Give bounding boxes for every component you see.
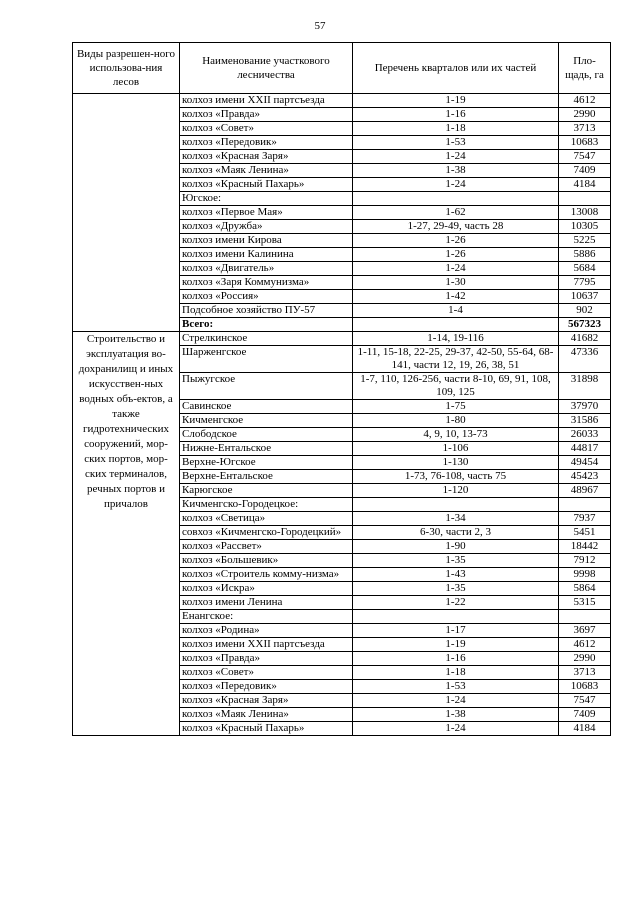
table-body bbox=[73, 94, 611, 736]
area-cell: 10305 bbox=[559, 220, 611, 234]
forestry-name-cell: колхоз «Первое Мая» bbox=[180, 206, 353, 220]
forestry-name-cell: колхоз «Передовик» bbox=[180, 136, 353, 150]
forestry-name-cell: колхоз «Дружба» bbox=[180, 220, 353, 234]
quarters-cell: 1-14, 19-116 bbox=[353, 332, 559, 346]
forestry-name-cell: колхоз «Красный Пахарь» bbox=[180, 722, 353, 736]
area-cell: 567323 bbox=[559, 318, 611, 332]
area-cell: 7937 bbox=[559, 512, 611, 526]
quarters-cell: 1-16 bbox=[353, 652, 559, 666]
quarters-cell: 1-4 bbox=[353, 304, 559, 318]
forestry-name-cell: Карюгское bbox=[180, 484, 353, 498]
quarters-cell bbox=[353, 498, 559, 512]
quarters-cell: 1-90 bbox=[353, 540, 559, 554]
quarters-cell: 1-42 bbox=[353, 290, 559, 304]
quarters-cell: 1-43 bbox=[353, 568, 559, 582]
table-row bbox=[73, 94, 611, 108]
header-quarters: Перечень кварталов или их частей bbox=[353, 43, 559, 94]
area-cell: 7795 bbox=[559, 276, 611, 290]
forestry-name-cell: Кичменгско-Городецкое: bbox=[180, 498, 353, 512]
area-cell: 2990 bbox=[559, 108, 611, 122]
area-cell: 4184 bbox=[559, 722, 611, 736]
quarters-cell: 1-62 bbox=[353, 206, 559, 220]
area-cell: 26033 bbox=[559, 428, 611, 442]
quarters-cell: 6-30, части 2, 3 bbox=[353, 526, 559, 540]
quarters-cell bbox=[353, 318, 559, 332]
area-cell: 4612 bbox=[559, 94, 611, 108]
header-use-type: Виды разрешен-ного использова-ния лесов bbox=[73, 43, 180, 94]
forestry-name-cell: Кичменгское bbox=[180, 414, 353, 428]
forestry-name-cell: колхоз имени Калинина bbox=[180, 248, 353, 262]
quarters-cell: 1-80 bbox=[353, 414, 559, 428]
table-header-row bbox=[73, 43, 611, 94]
area-cell: 45423 bbox=[559, 470, 611, 484]
quarters-cell: 1-24 bbox=[353, 722, 559, 736]
quarters-cell: 4, 9, 10, 13-73 bbox=[353, 428, 559, 442]
forestry-name-cell: Верхне-Ентальское bbox=[180, 470, 353, 484]
forestry-name-cell: Енангское: bbox=[180, 610, 353, 624]
quarters-cell: 1-75 bbox=[353, 400, 559, 414]
area-cell: 13008 bbox=[559, 206, 611, 220]
forestry-name-cell: колхоз «Двигатель» bbox=[180, 262, 353, 276]
forestry-name-cell: колхоз «Строитель комму-низма» bbox=[180, 568, 353, 582]
quarters-cell: 1-53 bbox=[353, 136, 559, 150]
forestry-name-cell: колхоз «Красная Заря» bbox=[180, 150, 353, 164]
forestry-name-cell: колхоз имени Кирова bbox=[180, 234, 353, 248]
area-cell: 31586 bbox=[559, 414, 611, 428]
forestry-name-cell: колхоз «Искра» bbox=[180, 582, 353, 596]
table-row bbox=[73, 332, 611, 346]
quarters-cell: 1-27, 29-49, часть 28 bbox=[353, 220, 559, 234]
forestry-name-cell: Пыжугское bbox=[180, 373, 353, 400]
area-cell: 9998 bbox=[559, 568, 611, 582]
area-cell bbox=[559, 192, 611, 206]
forestry-name-cell: колхоз имени Ленина bbox=[180, 596, 353, 610]
quarters-cell: 1-53 bbox=[353, 680, 559, 694]
quarters-cell bbox=[353, 192, 559, 206]
page-number: 57 bbox=[314, 20, 326, 32]
area-cell: 5315 bbox=[559, 596, 611, 610]
quarters-cell: 1-106 bbox=[353, 442, 559, 456]
forestry-name-cell: Югское: bbox=[180, 192, 353, 206]
quarters-cell: 1-34 bbox=[353, 512, 559, 526]
forestry-name-cell: колхоз «Правда» bbox=[180, 652, 353, 666]
use-type-cell bbox=[73, 94, 180, 332]
forest-use-table bbox=[72, 42, 611, 736]
quarters-cell: 1-73, 76-108, часть 75 bbox=[353, 470, 559, 484]
quarters-cell: 1-19 bbox=[353, 94, 559, 108]
forestry-name-cell: Нижне-Ентальское bbox=[180, 442, 353, 456]
forestry-name-cell: колхоз «Россия» bbox=[180, 290, 353, 304]
forestry-name-cell: колхоз имени XXII партсъезда bbox=[180, 638, 353, 652]
quarters-cell: 1-7, 110, 126-256, части 8-10, 69, 91, 108, 109, 125 bbox=[353, 373, 559, 400]
forestry-name-cell: колхоз «Светица» bbox=[180, 512, 353, 526]
forestry-name-cell: колхоз «Большевик» bbox=[180, 554, 353, 568]
quarters-cell: 1-35 bbox=[353, 582, 559, 596]
use-type-cell: Строительство и эксплуатация во-дохранилищ и иных искусствен-ных водных объ-ектов, а также гидротехнических сооружений, мор-ских портов, мор-ских терминалов, речных портов и причалов bbox=[73, 332, 180, 736]
forestry-name-cell: совхоз «Кичменгско-Городецкий» bbox=[180, 526, 353, 540]
area-cell: 4184 bbox=[559, 178, 611, 192]
forestry-name-cell: Слободское bbox=[180, 428, 353, 442]
forestry-name-cell: колхоз «Родина» bbox=[180, 624, 353, 638]
area-cell: 10637 bbox=[559, 290, 611, 304]
forestry-name-cell: колхоз «Совет» bbox=[180, 666, 353, 680]
header-area: Пло-щадь, га bbox=[559, 43, 611, 94]
forestry-name-cell: колхоз «Красный Пахарь» bbox=[180, 178, 353, 192]
area-cell: 47336 bbox=[559, 346, 611, 373]
area-cell: 3713 bbox=[559, 122, 611, 136]
quarters-cell: 1-38 bbox=[353, 164, 559, 178]
forestry-name-cell: Стрелкинское bbox=[180, 332, 353, 346]
forestry-name-cell: колхоз «Передовик» bbox=[180, 680, 353, 694]
area-cell bbox=[559, 498, 611, 512]
quarters-cell: 1-19 bbox=[353, 638, 559, 652]
area-cell: 7409 bbox=[559, 164, 611, 178]
forestry-name-cell: колхоз «Красная Заря» bbox=[180, 694, 353, 708]
area-cell: 2990 bbox=[559, 652, 611, 666]
quarters-cell: 1-24 bbox=[353, 262, 559, 276]
quarters-cell: 1-17 bbox=[353, 624, 559, 638]
quarters-cell: 1-11, 15-18, 22-25, 29-37, 42-50, 55-64, 68-141, части 12, 19, 26, 38, 51 bbox=[353, 346, 559, 373]
quarters-cell: 1-18 bbox=[353, 666, 559, 680]
quarters-cell: 1-120 bbox=[353, 484, 559, 498]
forestry-name-cell: колхоз «Совет» bbox=[180, 122, 353, 136]
forestry-name-cell: Подсобное хозяйство ПУ-57 bbox=[180, 304, 353, 318]
area-cell: 44817 bbox=[559, 442, 611, 456]
area-cell: 3713 bbox=[559, 666, 611, 680]
quarters-cell: 1-35 bbox=[353, 554, 559, 568]
quarters-cell: 1-24 bbox=[353, 150, 559, 164]
area-cell: 7912 bbox=[559, 554, 611, 568]
quarters-cell: 1-22 bbox=[353, 596, 559, 610]
quarters-cell: 1-130 bbox=[353, 456, 559, 470]
forestry-name-cell: Верхне-Югское bbox=[180, 456, 353, 470]
area-cell: 5684 bbox=[559, 262, 611, 276]
quarters-cell: 1-26 bbox=[353, 248, 559, 262]
forestry-name-cell: колхоз «Маяк Ленина» bbox=[180, 164, 353, 178]
area-cell: 7409 bbox=[559, 708, 611, 722]
area-cell: 10683 bbox=[559, 136, 611, 150]
forestry-name-cell: колхоз «Рассвет» bbox=[180, 540, 353, 554]
area-cell: 902 bbox=[559, 304, 611, 318]
forestry-name-cell: колхоз имени XXII партсъезда bbox=[180, 94, 353, 108]
area-cell: 3697 bbox=[559, 624, 611, 638]
area-cell: 5886 bbox=[559, 248, 611, 262]
area-cell: 4612 bbox=[559, 638, 611, 652]
quarters-cell: 1-26 bbox=[353, 234, 559, 248]
quarters-cell: 1-18 bbox=[353, 122, 559, 136]
area-cell: 5864 bbox=[559, 582, 611, 596]
area-cell: 5451 bbox=[559, 526, 611, 540]
header-forestry-name: Наименование участкового лесничества bbox=[180, 43, 353, 94]
forestry-name-cell: Всего: bbox=[180, 318, 353, 332]
forestry-name-cell: колхоз «Заря Коммунизма» bbox=[180, 276, 353, 290]
area-cell: 7547 bbox=[559, 150, 611, 164]
area-cell: 5225 bbox=[559, 234, 611, 248]
area-cell: 31898 bbox=[559, 373, 611, 400]
forestry-name-cell: колхоз «Правда» bbox=[180, 108, 353, 122]
area-cell: 7547 bbox=[559, 694, 611, 708]
forestry-name-cell: Шарженгское bbox=[180, 346, 353, 373]
area-cell: 37970 bbox=[559, 400, 611, 414]
area-cell: 41682 bbox=[559, 332, 611, 346]
forestry-name-cell: Савинское bbox=[180, 400, 353, 414]
area-cell: 49454 bbox=[559, 456, 611, 470]
quarters-cell: 1-30 bbox=[353, 276, 559, 290]
quarters-cell bbox=[353, 610, 559, 624]
quarters-cell: 1-38 bbox=[353, 708, 559, 722]
area-cell bbox=[559, 610, 611, 624]
area-cell: 18442 bbox=[559, 540, 611, 554]
forestry-name-cell: колхоз «Маяк Ленина» bbox=[180, 708, 353, 722]
quarters-cell: 1-24 bbox=[353, 178, 559, 192]
area-cell: 48967 bbox=[559, 484, 611, 498]
quarters-cell: 1-24 bbox=[353, 694, 559, 708]
quarters-cell: 1-16 bbox=[353, 108, 559, 122]
area-cell: 10683 bbox=[559, 680, 611, 694]
